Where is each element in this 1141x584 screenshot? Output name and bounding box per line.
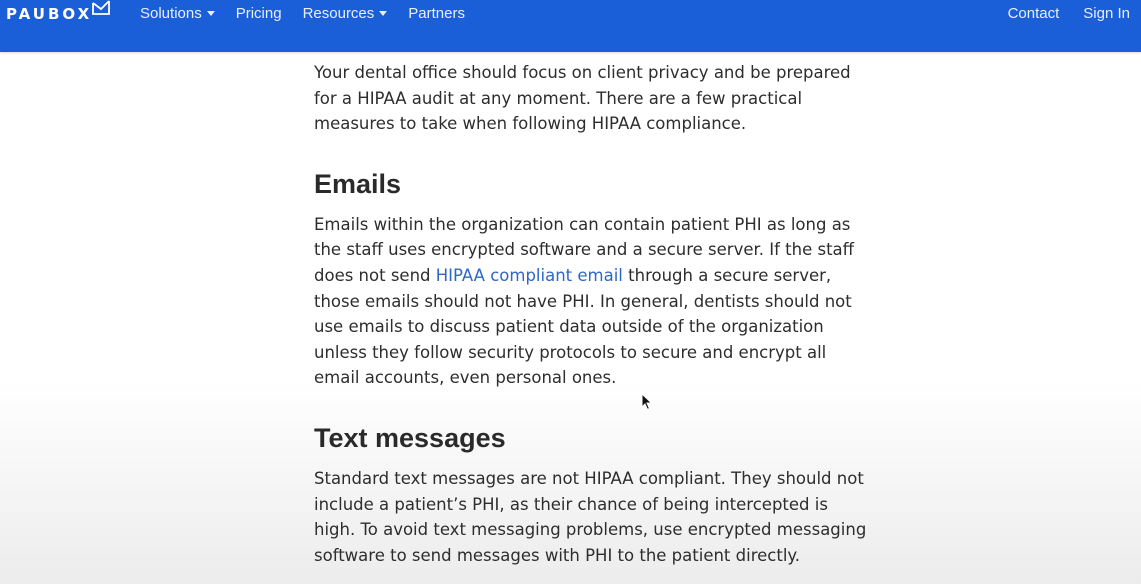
intro-paragraph: Your dental office should focus on client privacy and be prepared for a HIPAA audit at any moment. There are a few practical measures to take when following HIPAA compliance. [314,63,851,134]
chevron-down-icon [379,11,387,16]
section-heading-emails: Emails [314,168,402,199]
chevron-down-icon [207,11,215,16]
nav-pricing[interactable] [236,5,282,22]
text-messages-paragraph: Standard text messages are not HIPAA compliant. They should not include a patient’s PHI, as their chance of being intercepted is high. To avoid text messaging problems, use encrypted messaging software to send messages with PHI to the patient directly. [314,468,867,565]
logo-text: PAUBOX [6,5,93,23]
primary-nav [140,0,465,26]
nav-contact[interactable] [1008,5,1060,22]
mouse-pointer-icon [641,393,653,411]
nav-sign-in-label: Sign In [1083,4,1130,22]
article-body [314,60,874,568]
emails-text-before: Emails within the organization can contain patient PHI as long as the staff uses encrypted software and a secure server. If the staff does not send [314,214,855,285]
section-heading-text-messages: Text messages [314,422,506,453]
nav-sign-in[interactable] [1083,5,1130,22]
nav-contact-label: Contact [1007,4,1060,22]
nav-resources[interactable] [303,5,388,22]
nav-pricing-label: Pricing [235,4,282,22]
nav-solutions-label: Solutions [140,4,202,22]
emails-paragraph [314,212,874,391]
emails-text-after: through a secure server, those emails should not have PHI. In general, dentists should not use emails to discuss patient data outside of the organization unless they follow security protocols to secure and encrypt all email accounts, even personal ones. [314,265,852,388]
nav-partners[interactable] [408,5,465,22]
envelope-icon [91,0,111,16]
nav-solutions[interactable] [140,5,215,22]
top-navigation-bar [0,0,1141,52]
nav-partners-label: Partners [408,4,465,22]
paubox-logo[interactable] [6,3,111,25]
hipaa-compliant-email-link[interactable]: HIPAA compliant email [435,265,623,285]
nav-resources-label: Resources [302,4,375,22]
secondary-nav [1008,0,1130,26]
